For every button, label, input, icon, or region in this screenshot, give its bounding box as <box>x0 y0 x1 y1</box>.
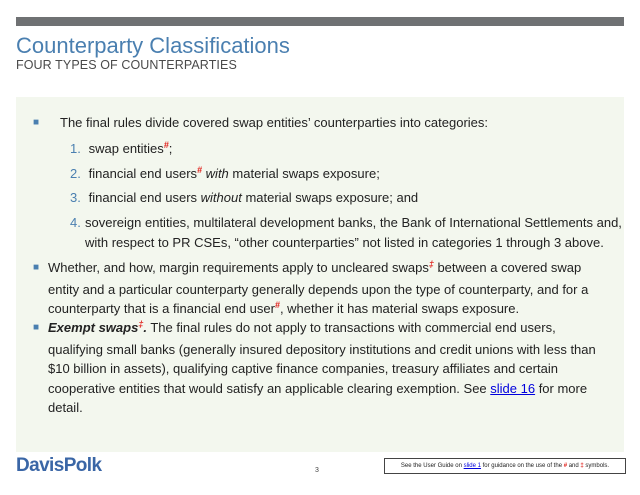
double-dagger-marker: ‡ <box>580 463 584 469</box>
page-subtitle: FOUR TYPES OF COUNTERPARTIES <box>16 58 237 72</box>
list-number: 2. <box>70 166 81 181</box>
list-item-2: 2. financial end users# with material swaps exposure; <box>70 164 380 186</box>
bullet-square-icon: ■ <box>33 262 40 273</box>
page-title: Counterparty Classifications <box>16 33 290 58</box>
page-number: 3 <box>315 467 319 474</box>
hash-marker: # <box>563 463 568 469</box>
slide-1-link[interactable]: slide 1 <box>463 463 481 469</box>
list-number: 3. <box>70 190 81 205</box>
bullet-2-text: Whether, and how, margin requirements apply to uncleared swaps‡ between a covered swap entity and a particular counterparty generally depends upon the type of counterparty, and for a counterparty that is a financial end user#, whether it has material swaps exposure. <box>48 259 589 316</box>
content-panel <box>16 97 624 452</box>
list-item-1: 1. swap entities#; <box>70 139 172 161</box>
double-dagger-marker: ‡ <box>428 259 434 269</box>
list-number: 4. <box>70 215 81 230</box>
hash-marker: # <box>163 140 169 150</box>
list-item-3: 3. financial end users without material swaps exposure; and <box>70 188 418 208</box>
hash-marker: # <box>274 300 280 310</box>
double-dagger-marker: ‡ <box>138 319 144 329</box>
slide-16-link[interactable]: slide 16 <box>490 380 536 396</box>
bullet-square-icon: ■ <box>33 322 40 333</box>
list-number: 1. <box>70 141 81 156</box>
bullet-square-icon: ■ <box>33 117 40 128</box>
top-bar <box>16 17 624 26</box>
bullet-1-text: The final rules divide covered swap entities’ counterparties into categories: <box>60 115 489 130</box>
exempt-swaps-label: Exempt swaps <box>48 320 139 335</box>
davis-polk-logo: DavisPolk <box>16 455 102 476</box>
list-item-4: 4. sovereign entities, multilateral development banks, the Bank of International Settlements and, with respect to PR CSEs, “other counterparties” not listed in categories 1 through 3 above. <box>70 215 622 250</box>
hash-marker: # <box>197 165 203 175</box>
bullet-3-text: Exempt swaps‡. The final rules do not apply to transactions with commercial end users, qualifying small banks (generally insured depository institutions and credit unions with less than $10 billion in assets), qualifying captive finance companies, treasury affiliates and certain cooperative entities that would satisfy an applicable clearing exemption. See slide 16 for more detail. <box>48 319 596 415</box>
user-guide-note: See the User Guide on slide 1 for guidance on the use of the # and ‡ symbols. <box>384 458 626 474</box>
